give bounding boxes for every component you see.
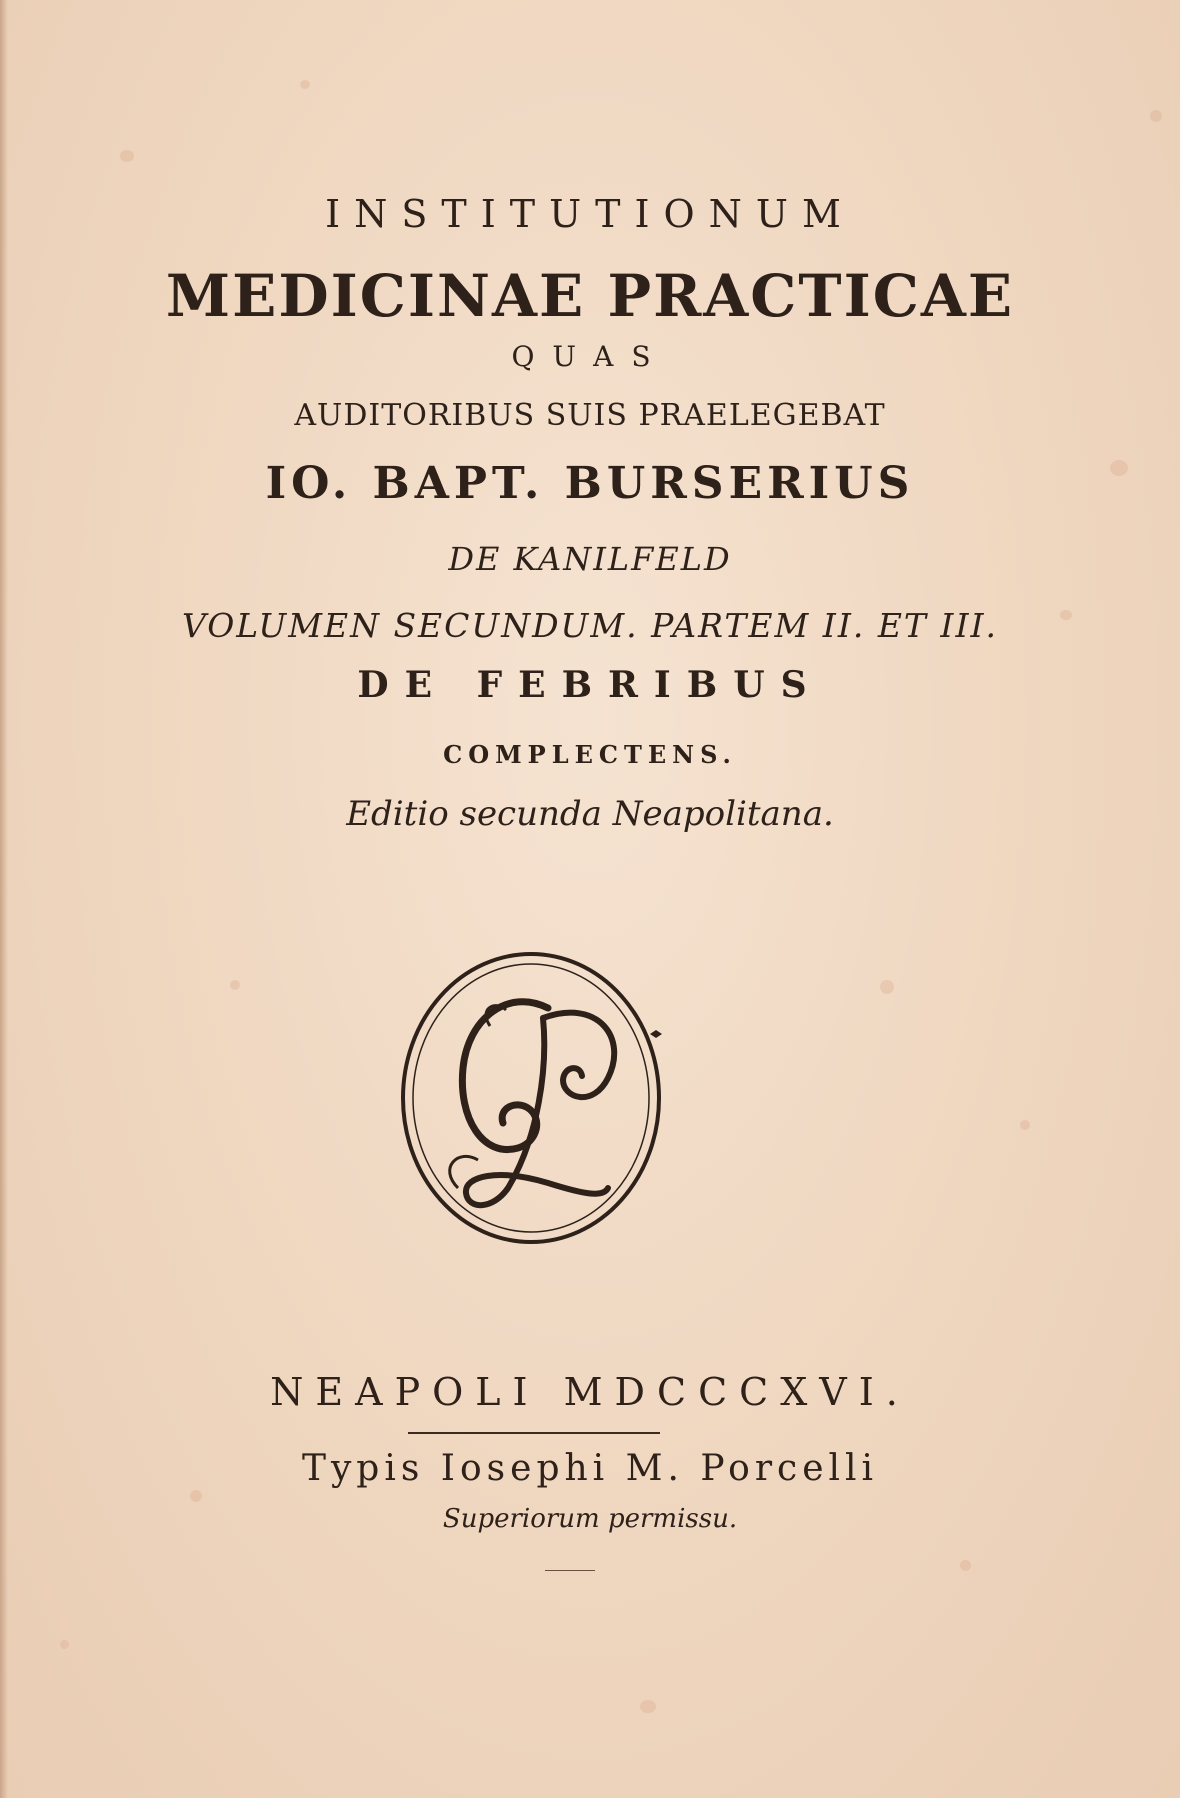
- title-line-quas: QUAS: [511, 340, 669, 373]
- monogram-seal-icon: [398, 948, 664, 1248]
- foxing-spot: [880, 980, 894, 994]
- foxing-spot: [120, 150, 134, 162]
- imprint-place-date: NEAPOLI MDCCCXVI.: [270, 1370, 910, 1414]
- foxing-spot: [230, 980, 240, 990]
- bottom-rule: [545, 1570, 595, 1571]
- imprint-printer: Typis Iosephi M. Porcelli: [301, 1448, 879, 1489]
- foxing-spot: [190, 1490, 202, 1502]
- imprint-permission: Superiorum permissu.: [442, 1504, 738, 1534]
- foxing-spot: [640, 1700, 656, 1713]
- title-line-institutionum: INSTITUTIONUM: [325, 192, 855, 236]
- title-line-auditoribus: AUDITORIBUS SUIS PRAELEGEBAT: [294, 398, 886, 433]
- author-title: DE KANILFELD: [448, 540, 732, 578]
- foxing-spot: [60, 1640, 69, 1649]
- title-line-medicinae-practicae: MEDICINAE PRACTICAE: [165, 262, 1015, 330]
- imprint-rule: [408, 1432, 660, 1434]
- author-name: IO. BAPT. BURSERIUS: [265, 458, 915, 509]
- foxing-spot: [960, 1560, 971, 1571]
- volume-statement: VOLUMEN SECUNDUM. PARTEM II. ET III.: [181, 606, 999, 645]
- foxing-spot: [300, 80, 310, 89]
- edition-statement: Editio secunda Neapolitana.: [346, 794, 834, 834]
- foxing-spot: [1150, 110, 1162, 122]
- complectens-line: COMPLECTENS.: [443, 740, 737, 769]
- foxing-spot: [1020, 1120, 1030, 1130]
- subject-line: DE FEBRIBUS: [357, 664, 823, 706]
